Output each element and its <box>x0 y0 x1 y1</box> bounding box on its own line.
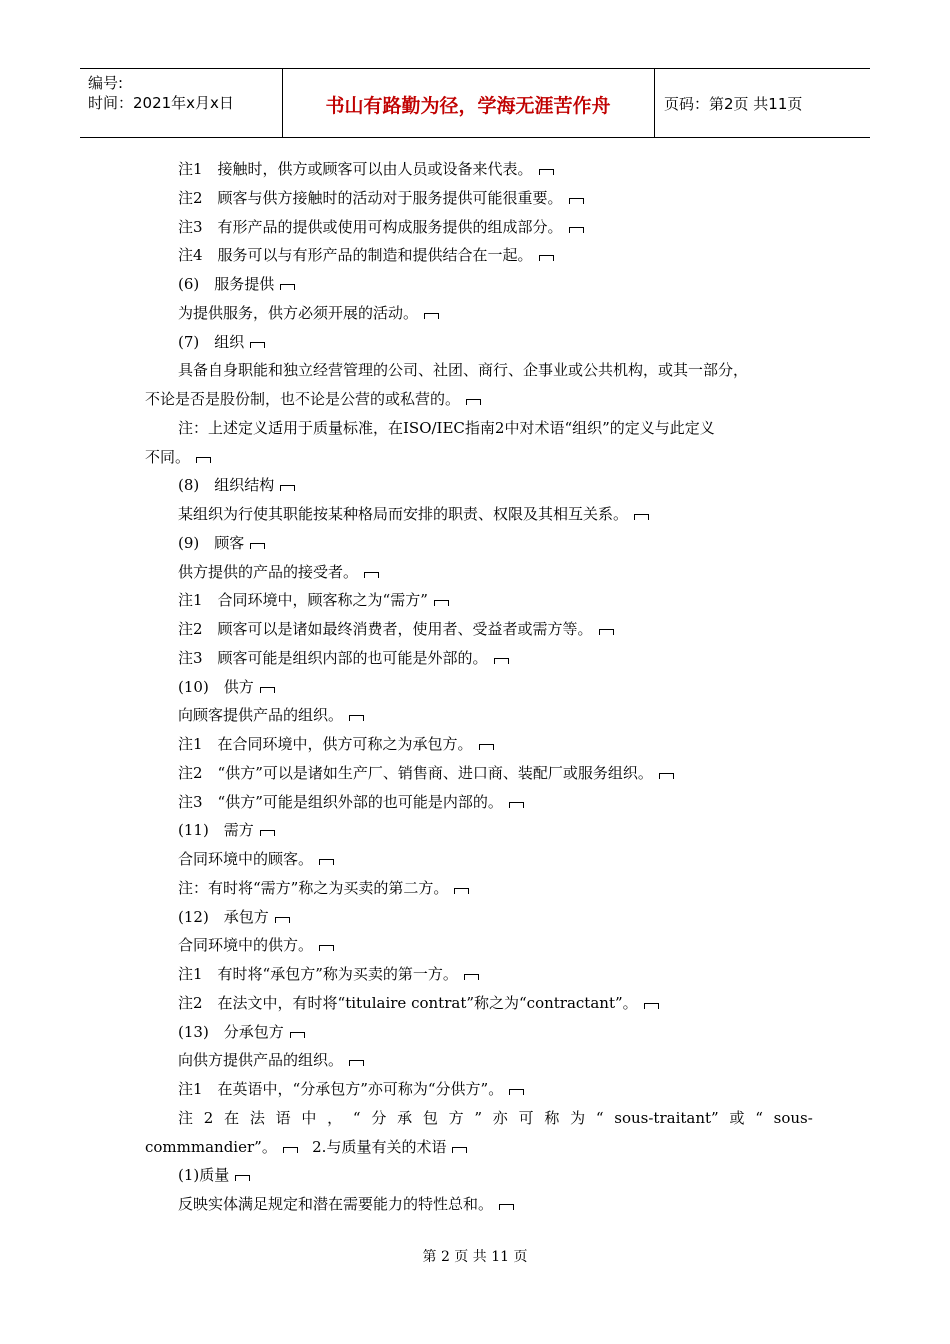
header-motto: 书山有路勤为径，学海无涯苦作舟 <box>325 95 611 117</box>
text-line: 不论是否是股份制，也不论是公营的或私营的。 <box>145 385 813 414</box>
text-line: 注2 顾客与供方接触时的活动对于服务提供可能很重要。 <box>145 184 813 213</box>
text-line: 注4 服务可以与有形产品的制造和提供结合在一起。 <box>145 241 813 270</box>
text-line: 合同环境中的供方。 <box>145 931 813 960</box>
text-line: 注3 有形产品的提供或使用可构成服务提供的组成部分。 <box>145 213 813 242</box>
paragraph-mark-icon <box>290 1032 305 1038</box>
paragraph-mark-icon <box>280 284 295 290</box>
paragraph-mark-icon <box>250 543 265 549</box>
section-heading: (7) 组织 <box>145 328 813 357</box>
text-line: 注3 “供方”可能是组织外部的也可能是内部的。 <box>145 788 813 817</box>
text-line: 具备自身职能和独立经营管理的公司、社团、商行、企事业或公共机构，或其一部分， <box>178 361 749 380</box>
paragraph-mark-icon <box>466 399 481 405</box>
paragraph-mark-icon <box>260 687 275 693</box>
section-heading: (10) 供方 <box>145 673 813 702</box>
text-line: 注1 在英语中，“分承包方”亦可称为“分供方”。 <box>145 1075 813 1104</box>
paragraph-mark-icon <box>659 773 674 779</box>
paragraph-mark-icon <box>509 802 524 808</box>
paragraph-mark-icon <box>569 198 584 204</box>
paragraph-mark-icon <box>235 1175 250 1181</box>
paragraph-mark-icon <box>454 888 469 894</box>
paragraph-mark-icon <box>434 600 449 606</box>
paragraph-mark-icon <box>539 169 554 175</box>
section-heading: (11) 需方 <box>145 816 813 845</box>
paragraph-mark-icon <box>349 1060 364 1066</box>
paragraph-mark-icon <box>644 1003 659 1009</box>
paragraph-mark-icon <box>539 255 554 261</box>
paragraph-mark-icon <box>464 974 479 980</box>
code-label: 编号: <box>88 74 124 92</box>
text-line: 反映实体满足规定和潜在需要能力的特性总和。 <box>145 1190 813 1219</box>
text-line: 向顾客提供产品的组织。 <box>145 701 813 730</box>
section-heading: (8) 组织结构 <box>145 471 813 500</box>
paragraph-mark-icon <box>250 342 265 348</box>
text-line: 供方提供的产品的接受者。 <box>145 558 813 587</box>
paragraph-mark-icon <box>599 629 614 635</box>
section-heading: (6) 服务提供 <box>145 270 813 299</box>
text-line: 某组织为行使其职能按某种格局而安排的职责、权限及其相互关系。 <box>145 500 813 529</box>
paragraph-mark-icon <box>275 917 290 923</box>
text-line: 注2 “供方”可以是诸如生产厂、销售商、进口商、装配厂或服务组织。 <box>145 759 813 788</box>
text-line: 注2 在法文中，有时将“titulaire contrat”称之为“contractant”。 <box>145 989 813 1018</box>
section-heading: (12) 承包方 <box>145 903 813 932</box>
text-line: 注：有时将“需方”称之为买卖的第二方。 <box>145 874 813 903</box>
text-line: 合同环境中的顾客。 <box>145 845 813 874</box>
text-line: 不同。 <box>145 443 813 472</box>
paragraph-mark-icon <box>364 572 379 578</box>
text-line: 向供方提供产品的组织。 <box>145 1046 813 1075</box>
document-body <box>145 155 813 1219</box>
text-line: 注1 接触时，供方或顾客可以由人员或设备来代表。 <box>145 155 813 184</box>
section-heading: (9) 顾客 <box>145 529 813 558</box>
paragraph-mark-icon <box>509 1089 524 1095</box>
paragraph-mark-icon <box>283 1147 298 1153</box>
header-page-label: 页码：第2页 共11页 <box>664 95 803 113</box>
paragraph-mark-icon <box>280 485 295 491</box>
paragraph-mark-icon <box>479 744 494 750</box>
paragraph-mark-icon <box>424 313 439 319</box>
paragraph-mark-icon <box>494 658 509 664</box>
text-line: 注1 有时将“承包方”称为买卖的第一方。 <box>145 960 813 989</box>
paragraph-mark-icon <box>499 1204 514 1210</box>
paragraph-mark-icon <box>196 457 211 463</box>
header-divider <box>654 69 655 137</box>
header-meta <box>88 73 234 113</box>
paragraph-mark-icon <box>319 859 334 865</box>
justified-text-line: 注 2 在 法 语 中 ， “ 分 承 包 方 ” 亦 可 称 为 “ sous-traitant” 或 “ sous- <box>178 1108 813 1127</box>
text-line: 注1 在合同环境中，供方可称之为承包方。 <box>145 730 813 759</box>
text-line: 为提供服务，供方必须开展的活动。 <box>145 299 813 328</box>
section-heading: 2.与质量有关的术语 <box>312 1137 447 1156</box>
paragraph-mark-icon <box>349 715 364 721</box>
paragraph-mark-icon <box>260 830 275 836</box>
date-label: 时间：2021年x月x日 <box>88 94 234 112</box>
paragraph-mark-icon <box>319 945 334 951</box>
text-line: 注：上述定义适用于质量标准，在ISO/IEC指南2中对术语“组织”的定义与此定义 <box>178 418 715 437</box>
text-line: 注1 合同环境中，顾客称之为“需方” <box>145 586 813 615</box>
paragraph-mark-icon <box>452 1147 467 1153</box>
paragraph-mark-icon <box>569 227 584 233</box>
text-line: 注3 顾客可能是组织内部的也可能是外部的。 <box>145 644 813 673</box>
text-line: commmandier”。 2.与质量有关的术语 <box>145 1133 813 1162</box>
section-heading: (1)质量 <box>145 1161 813 1190</box>
section-heading: (13) 分承包方 <box>145 1018 813 1047</box>
page-footer: 第 2 页 共 11 页 <box>422 1249 528 1265</box>
page-header <box>80 68 870 138</box>
paragraph-mark-icon <box>634 514 649 520</box>
text-line: 注2 顾客可以是诸如最终消费者，使用者、受益者或需方等。 <box>145 615 813 644</box>
